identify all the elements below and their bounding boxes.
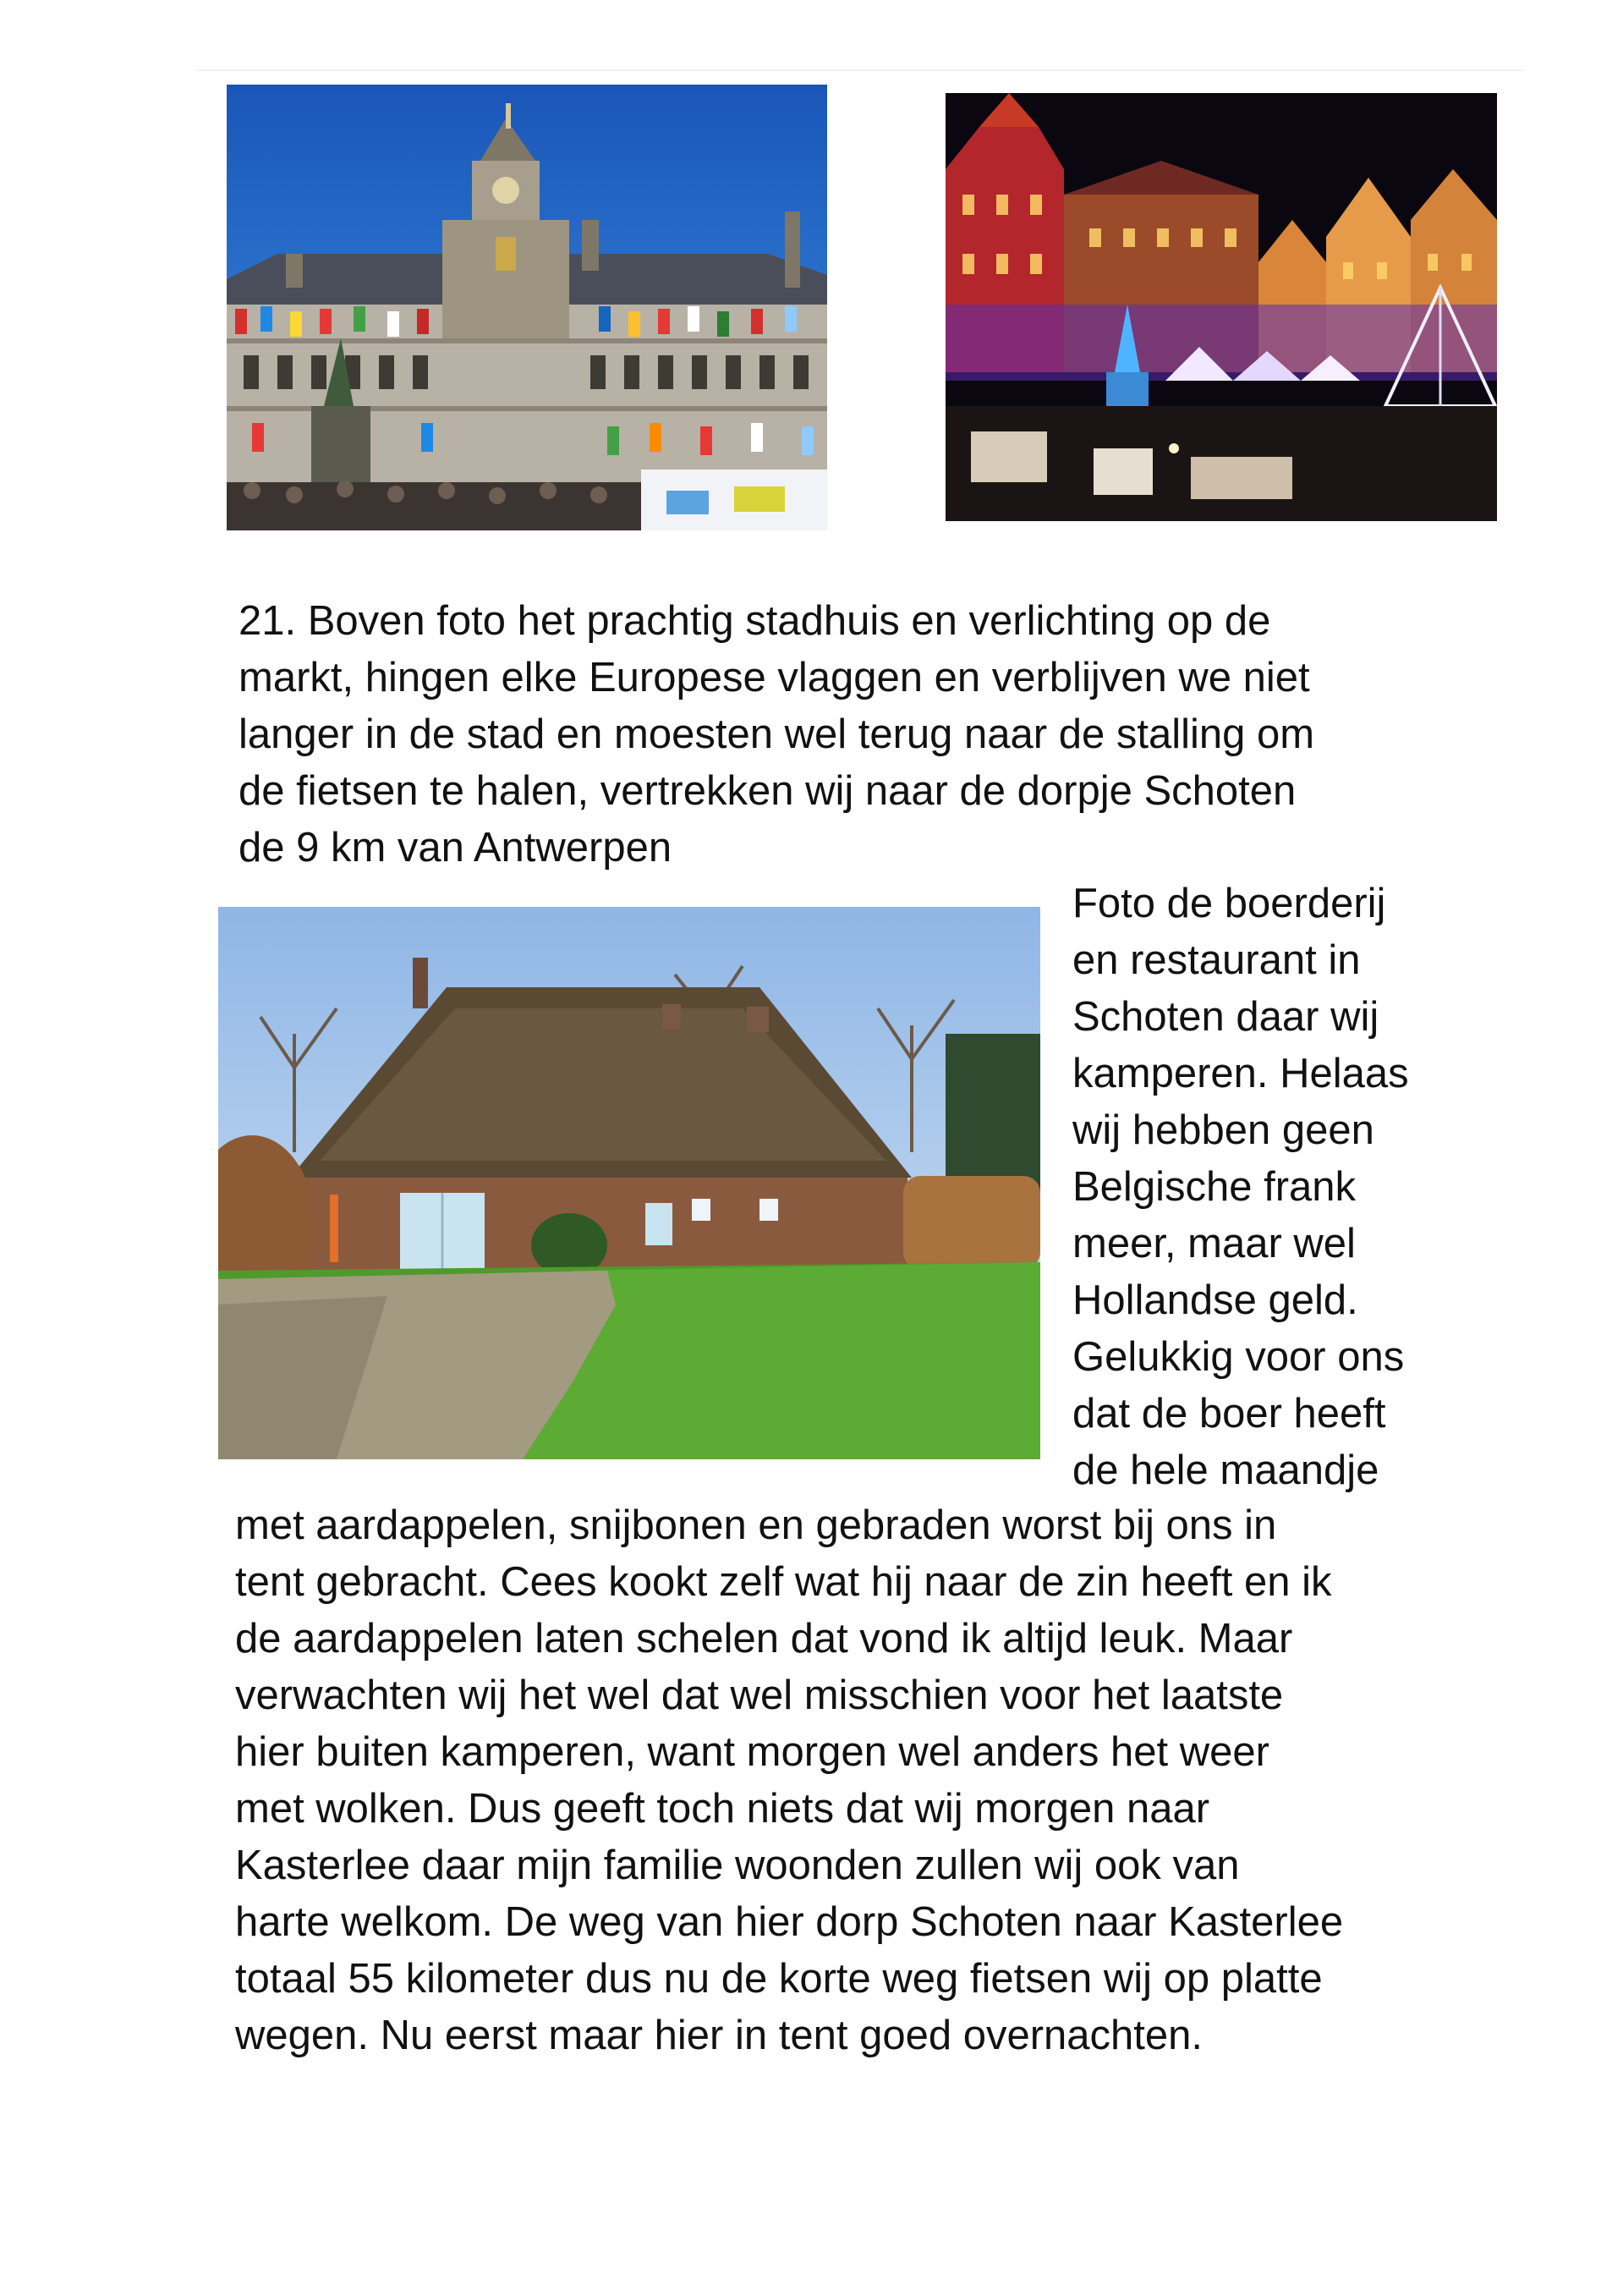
paragraph-line: meer, maar wel (1072, 1221, 1356, 1266)
night-market-illustration (946, 93, 1497, 521)
paragraph-line: Gelukkig voor ons (1072, 1334, 1405, 1380)
page-top-rule (196, 69, 1524, 71)
intro-paragraph (239, 593, 1314, 876)
paragraph-line: wij hebben geen (1072, 1107, 1374, 1153)
paragraph-line: de fietsen te halen, vertrekken wij naar de dorpje Schoten (239, 768, 1297, 814)
paragraph-line: met aardappelen, snijbonen en gebraden worst bij ons in (235, 1502, 1277, 1548)
side-paragraph (1072, 876, 1409, 1499)
night-market-photo (946, 93, 1497, 521)
farmhouse-photo (218, 907, 1040, 1459)
paragraph-line: markt, hingen elke Europese vlaggen en verblijven we niet (239, 655, 1310, 700)
paragraph-line: wegen. Nu eerst maar hier in tent goed overnachten. (235, 2013, 1204, 2058)
paragraph-line: tent gebracht. Cees kookt zelf wat hij naar de zin heeft en ik (235, 1559, 1332, 1605)
paragraph-line: totaal 55 kilometer dus nu de korte weg fietsen wij op platte (235, 1956, 1323, 2002)
paragraph-line: harte welkom. De weg van hier dorp Schoten naar Kasterlee (235, 1899, 1344, 1945)
paragraph-line: Schoten daar wij (1072, 994, 1379, 1040)
city-hall-illustration (227, 85, 827, 530)
paragraph-line: hier buiten kamperen, want morgen wel anders het weer (235, 1729, 1269, 1775)
paragraph-line: Belgische frank (1072, 1164, 1357, 1210)
paragraph-line: met wolken. Dus geeft toch niets dat wij morgen naar (235, 1786, 1210, 1832)
paragraph-line: dat de boer heeft (1072, 1391, 1386, 1436)
farmhouse-illustration (218, 907, 1040, 1459)
paragraph-line: kamperen. Helaas (1072, 1051, 1409, 1096)
paragraph-line: Hollandse geld. (1072, 1277, 1358, 1323)
city-hall-photo (227, 85, 827, 530)
paragraph-line: en restaurant in (1072, 937, 1361, 983)
paragraph-line: Kasterlee daar mijn familie woonden zullen wij ook van (235, 1843, 1240, 1888)
paragraph-line: 21. Boven foto het prachtig stadhuis en verlichting op de (239, 598, 1271, 644)
closing-paragraph (235, 1497, 1343, 2064)
paragraph-line: de hele maandje (1072, 1447, 1379, 1493)
paragraph-line: de aardappelen laten schelen dat vond ik altijd leuk. Maar (235, 1616, 1293, 1662)
paragraph-line: verwachten wij het wel dat wel misschien voor het laatste (235, 1673, 1284, 1718)
paragraph-line: de 9 km van Antwerpen (239, 825, 672, 871)
paragraph-line: Foto de boerderij (1072, 881, 1386, 926)
paragraph-line: langer in de stad en moesten wel terug naar de stalling om (239, 711, 1315, 757)
